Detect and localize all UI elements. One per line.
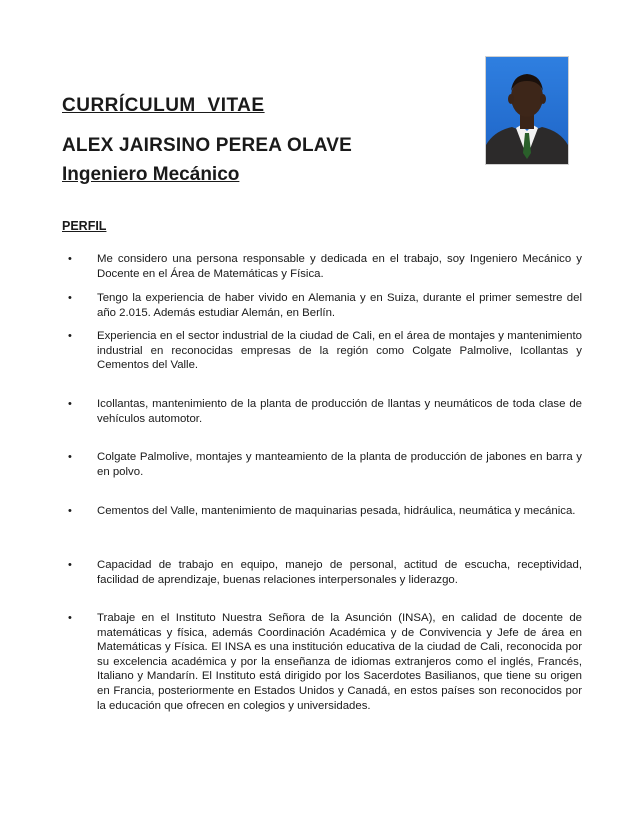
bullet-icon: • (68, 292, 72, 304)
list-item-text: Trabaje en el Instituto Nuestra Señora de la Asunción (INSA), en calidad de docente de matemáticas y física, además Coordinación Académica y de Convivencia y Jefe de área en Matemáticas y Física. El INSA es una institución educativa de la ciudad de Cali, reconocida por su excelencia académica y por la enseñanza de idiomas extranjeros como el inglés, Francés, Italiano y Mandarín. El Instituto está dirigido por los Sacerdotes Basilianos, que tiene su origen en Francia, posteriormente en Estados Unidos y Canadá, en estos países son reconocidos por la educación que ofrecen en colegios y universidades. (97, 612, 582, 712)
candidate-profession: Ingeniero Mecánico (62, 164, 240, 185)
section-heading-perfil: PERFIL (62, 219, 107, 233)
list-item-text: Cementos del Valle, mantenimiento de maquinarias pesada, hidráulica, neumática y mecánica. (97, 505, 576, 517)
list-item (62, 504, 582, 519)
list-item (62, 291, 582, 320)
bullet-icon: • (68, 505, 72, 517)
bullet-icon: • (68, 253, 72, 265)
bullet-icon: • (68, 330, 72, 342)
list-item (62, 611, 582, 713)
bullet-icon: • (68, 559, 72, 571)
list-item-text: Tengo la experiencia de haber vivido en Alemania y en Suiza, durante el primer semestre del año 2.015. Además estudiar Alemán, en Berlín. (97, 292, 582, 319)
document-title: CURRÍCULUM VITAE (62, 95, 265, 116)
bullet-icon: • (68, 398, 72, 410)
list-item-text: Icollantas, mantenimiento de la planta de producción de llantas y neumáticos de toda clase de vehículos automotor. (97, 398, 582, 425)
list-item (62, 329, 582, 373)
list-item-text: Me considero una persona responsable y dedicada en el trabajo, soy Ingeniero Mecánico y Docente en el Área de Matemáticas y Física. (97, 253, 582, 280)
list-item (62, 252, 582, 281)
list-item (62, 450, 582, 479)
candidate-name: ALEX JAIRSINO PEREA OLAVE (62, 135, 353, 156)
list-item (62, 558, 582, 587)
list-item (62, 397, 582, 426)
list-item-text: Capacidad de trabajo en equipo, manejo de personal, actitud de escucha, receptividad, facilidad de aprendizaje, buenas relaciones interpersonales y liderazgo. (97, 559, 582, 586)
profile-photo (485, 56, 569, 165)
list-item-text: Colgate Palmolive, montajes y manteamiento de la planta de producción de jabones en barra y en polvo. (97, 451, 582, 478)
bullet-icon: • (68, 451, 72, 463)
bullet-icon: • (68, 612, 72, 624)
list-item-text: Experiencia en el sector industrial de la ciudad de Cali, en el área de montajes y mantenimiento industrial en reconocidas empresas de la región como Colgate Palmolive, Icollantas y Cementos del Valle. (97, 330, 582, 372)
person-portrait-icon (486, 57, 568, 164)
